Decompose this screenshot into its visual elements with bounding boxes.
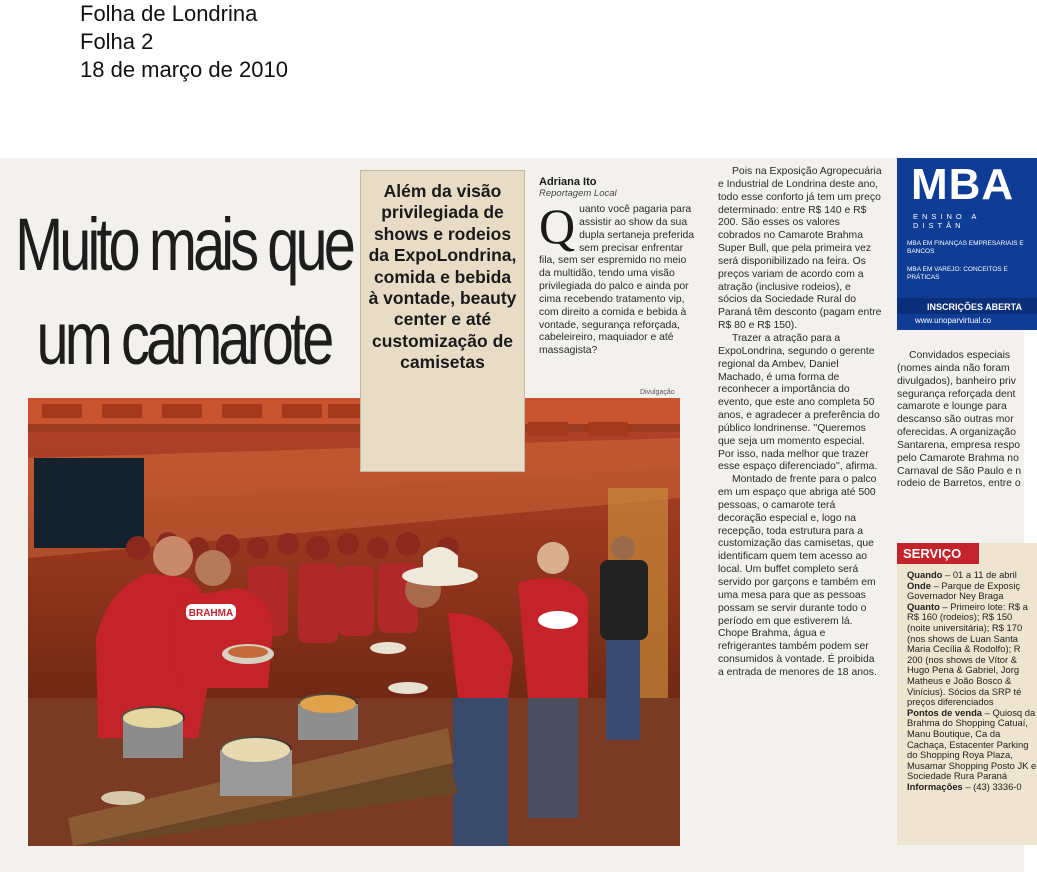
article-paragraph-1-text: uanto você pagaria para assistir ao show da sua dupla sertaneja preferida sem precisar enfrentar fila, sem ser espremido no meio da multidão, tendo uma visão privilegiada do palco e ainda por cima recebendo tratamento vip, com direito a comida e bebida à vontade, segurança reforçada, cabeleireiro, maquiador e até massagista? bbox=[539, 204, 695, 357]
headline-line-1: Muito mais que bbox=[15, 203, 352, 286]
newspaper-clipping bbox=[0, 158, 1037, 872]
clipping-meta bbox=[80, 0, 288, 84]
service-details bbox=[897, 564, 1037, 792]
article-paragraph-5: Convidados especiais (nomes ainda não foram divulgados), banheiro priv segurança reforçada dent camarote e lounge para descanso são outras mor oferecidas. A organização Santarena, empresa respo pelo Camarote Brahma no Carnaval de São Paulo e n rodeio de Barretos, entre o bbox=[897, 350, 1022, 490]
subheadline: Além da visão privilegiada de shows e rodeios da ExpoLondrina, comida e bebida à vontade, beauty center e até customização de camisetas bbox=[368, 181, 517, 373]
article-paragraph-3: Trazer a atração para a ExpoLondrina, segundo o gerente regional da Ambev, Daniel Machado, é uma forma de reconhecer a importância do evento, que este ano completa 50 anos, e agradecer a preferência do público londrinense. ''Queremos que seja um momento especial. Por isso, nada melhor que trazer esse espaço diferenciado'', afirma. bbox=[718, 332, 880, 473]
ad-tagline: ENSINO A DISTÂN bbox=[913, 212, 981, 230]
publication-date: 18 de março de 2010 bbox=[80, 57, 288, 82]
ad-cta: INSCRIÇÕES ABERTA bbox=[897, 298, 1037, 314]
ad-course-2: MBA EM VAREJO: CONCEITOS E PRÁTICAS bbox=[907, 266, 1008, 281]
article-column-3 bbox=[897, 350, 1027, 491]
service-price: Quanto – Primeiro lote: R$ a R$ 160 (rodeios); R$ 150 (noite universitária); R$ 170 (nos shows de Luan Santa Maria Cecília & Rodolfo); R 200 (nos shows de Vítor & Hugo Pena & Gabriel, Jorg Matheus e João Bosco & Vinícius). Sócios da SRP té preços diferenciados bbox=[907, 600, 1028, 708]
headline bbox=[8, 198, 359, 386]
article-photo bbox=[28, 398, 680, 846]
buffet-photo-illustration bbox=[28, 398, 680, 846]
service-title: SERVIÇO bbox=[897, 543, 979, 564]
headline-line-2: um camarote bbox=[36, 297, 331, 380]
article-column-1 bbox=[539, 198, 699, 358]
article-paragraph-1 bbox=[539, 198, 699, 358]
newspaper-name: Folha de Londrina bbox=[80, 1, 258, 26]
service-box bbox=[897, 543, 1037, 845]
service-sales-points: Pontos de venda – Quiosq da Brahma do Shopping Catuaí, Manu Boutique, Ca da Cachaça, Estacenter Parking do Shopping Roya Plaza, Musamar Shopping Posto JK e Sociedade Rura Paraná bbox=[907, 706, 1037, 782]
ad-course-1: MBA EM FINANÇAS EMPRESARIAIS E BANCOS bbox=[907, 240, 1024, 255]
ad-logo: MBA bbox=[911, 160, 1015, 209]
dropcap: Q bbox=[539, 198, 576, 254]
article-paragraph-2: Pois na Exposição Agropecuária e Industrial de Londrina deste ano, todo esse conforto já tem um preço determinado: entre R$ 140 e R$ 200. São esses os valores cobrados no Camarote Brahma Super Bull, que pela primeira vez será disponibilizado na feira. Os preços variam de acordo com a atração (inclusive rodeios), e sócios da Sociedade Rural do Paraná têm desconto (pagam entre R$ 80 e R$ 150). bbox=[718, 166, 882, 332]
ad-url: www.unoparvirtual.co bbox=[915, 316, 992, 325]
page-number: Folha 2 bbox=[80, 29, 154, 54]
author-name: Adriana Ito bbox=[539, 176, 597, 188]
subheadline-box bbox=[360, 170, 525, 472]
service-info: Informações – (43) 3336-0 bbox=[907, 780, 1022, 792]
article-paragraph-4: Montado de frente para o palco em um espaço que abriga até 500 pessoas, o camarote terá decoração especial e, logo na recepção, toda estrutura para a customização das camisetas, que identificam quem tem acesso ao local. Um buffet completo será servido por garçons e também em uma mesa para que as pessoas possam se servir durante todo o período em que estiverem lá. Chope Brahma, água e refrigerantes também podem ser consumidos à vontade. É proibida a entrada de menores de 18 anos. bbox=[718, 474, 877, 678]
service-where: Onde – Parque de Exposiç Governador Ney Braga bbox=[907, 579, 1021, 602]
article-column-2 bbox=[718, 166, 883, 680]
byline bbox=[539, 176, 617, 199]
service-when: Quando – 01 a 11 de abril bbox=[907, 569, 1017, 580]
shirt-label: BRAHMA bbox=[188, 608, 234, 619]
author-role: Reportagem Local bbox=[539, 188, 617, 199]
advertisement-mba bbox=[897, 158, 1037, 330]
photo-credit: Divulgação bbox=[640, 389, 675, 396]
